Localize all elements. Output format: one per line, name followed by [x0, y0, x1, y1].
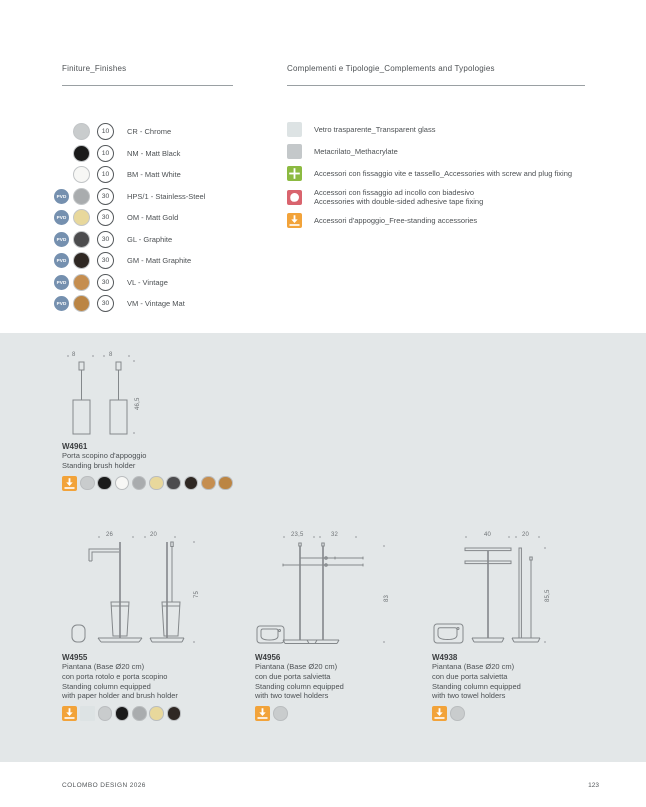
product-drawing-W4961 — [62, 352, 175, 437]
finish-dot — [97, 476, 112, 491]
finish-label: NM - Matt Black — [127, 148, 181, 158]
dim-width-2: 20 — [522, 532, 530, 538]
finish-qty: 30 — [101, 192, 110, 200]
legend-row — [287, 144, 572, 159]
finish-qty-badge — [97, 252, 114, 269]
product-W4956 — [255, 530, 430, 721]
dim-width-2: 32 — [331, 532, 339, 538]
product-desc-line: Porta scopino d'appoggio — [62, 451, 147, 460]
product-W4938 — [432, 530, 607, 721]
transparent-glass-icon — [80, 706, 95, 721]
finish-qty: 30 — [101, 214, 110, 222]
finish-qty-badge — [97, 123, 114, 140]
product-drawing-W4955 — [62, 530, 222, 648]
methacrylate-icon — [287, 144, 302, 159]
finish-color-swatch — [73, 145, 90, 162]
product-sku: W4938 — [432, 653, 458, 662]
finish-dot — [450, 706, 465, 721]
dim-width-2: 8 — [109, 352, 113, 358]
product-swatches — [255, 706, 430, 721]
product-swatches — [62, 706, 247, 721]
finish-dot — [201, 476, 216, 491]
finish-dot — [218, 476, 233, 491]
finish-color-swatch — [73, 166, 90, 183]
finish-qty-badge — [97, 209, 114, 226]
free-standing-icon — [62, 476, 77, 491]
finish-label: CR - Chrome — [127, 127, 172, 137]
finish-row — [54, 186, 205, 208]
dim-height: 75 — [194, 590, 200, 598]
finishes-list — [54, 121, 205, 315]
product-desc-line: con due porta salvietta — [255, 671, 331, 681]
legend-label: Accessori d'appoggio_Free-standing accessories — [314, 216, 478, 225]
pvd-badge: PVD — [54, 296, 69, 311]
dim-height: 85,5 — [545, 589, 551, 602]
dim-width-1: 23,5 — [291, 532, 304, 538]
finish-dot — [132, 476, 147, 491]
footer-brand: COLOMBO DESIGN 2026 — [62, 782, 146, 789]
finish-label: GM - Matt Graphite — [127, 256, 192, 266]
finish-color-swatch — [73, 295, 90, 312]
finish-dot — [149, 476, 164, 491]
legend-row — [287, 122, 572, 137]
finish-dot — [273, 706, 288, 721]
pvd-badge: PVD — [54, 210, 69, 225]
finish-label: VM - Vintage Mat — [127, 299, 185, 309]
product-desc-line: Standing column equipped — [255, 681, 344, 691]
product-W4961 — [62, 352, 247, 491]
finish-label: GL - Graphite — [127, 234, 173, 244]
finish-qty-badge — [97, 295, 114, 312]
finish-row — [54, 293, 205, 315]
pvd-badge: PVD — [54, 189, 69, 204]
finish-qty-badge — [97, 231, 114, 248]
finish-qty-badge — [97, 166, 114, 183]
finish-qty: 30 — [101, 278, 110, 286]
finish-color-swatch — [73, 123, 90, 140]
screw-plug-fixing-icon — [287, 166, 302, 181]
finish-qty-badge — [97, 145, 114, 162]
finish-label: HPS/1 - Stainless-Steel — [127, 191, 206, 201]
finish-color-swatch — [73, 231, 90, 248]
finish-color-swatch — [73, 252, 90, 269]
product-sku: W4961 — [62, 442, 88, 451]
finish-qty: 30 — [101, 235, 110, 243]
free-standing-icon — [255, 706, 270, 721]
finish-row — [54, 143, 205, 165]
legend-label — [314, 188, 483, 206]
product-W4955 — [62, 530, 247, 721]
product-desc-line: Standing column equipped — [62, 681, 151, 691]
legend-label: Accessori con fissaggio vite e tassello_Accessories with screw and plug fixing — [314, 169, 573, 178]
finish-label: BM - Matt White — [127, 170, 181, 180]
product-desc-line: con porta rotolo e porta scopino — [62, 671, 168, 681]
dim-width-1: 26 — [106, 532, 114, 538]
product-swatches — [62, 476, 247, 491]
product-desc-line: Standing brush holder — [62, 460, 136, 470]
finish-row — [54, 207, 205, 229]
pvd-badge: PVD — [54, 232, 69, 247]
finish-color-swatch — [73, 209, 90, 226]
dim-height: 46,5 — [135, 397, 141, 410]
free-standing-icon — [287, 213, 302, 228]
pvd-badge: PVD — [54, 253, 69, 268]
product-desc-line: con due porta salvietta — [432, 671, 508, 681]
finish-dot — [80, 476, 95, 491]
legend-row — [287, 188, 572, 206]
finish-color-swatch — [73, 188, 90, 205]
product-desc-line: with paper holder and brush holder — [62, 691, 178, 701]
finish-dot — [132, 706, 147, 721]
finish-row — [54, 229, 205, 251]
product-desc-line: Piantana (Base Ø20 cm) — [255, 662, 338, 671]
legend-label-line2: Accessories with double-sided adhesive tape fixing — [314, 197, 484, 206]
legend-row — [287, 213, 572, 228]
product-desc-line: Standing column equipped — [432, 681, 521, 691]
dim-width-1: 40 — [484, 532, 492, 538]
dim-width-2: 20 — [150, 532, 158, 538]
legend-label-line1: Accessori con fissaggio ad incollo con biadesivo — [314, 188, 475, 197]
pvd-badge: PVD — [54, 275, 69, 290]
finish-label: VL - Vintage — [127, 277, 168, 287]
finish-row — [54, 121, 205, 143]
finish-dot — [115, 706, 130, 721]
finish-color-swatch — [73, 274, 90, 291]
free-standing-icon — [432, 706, 447, 721]
finish-dot — [167, 706, 182, 721]
finish-row — [54, 272, 205, 294]
finish-row — [54, 164, 205, 186]
finish-qty: 10 — [101, 149, 110, 157]
finish-qty-badge — [97, 274, 114, 291]
product-desc-line: Piantana (Base Ø20 cm) — [432, 662, 515, 671]
finish-qty: 30 — [101, 300, 110, 308]
product-desc-line: Piantana (Base Ø20 cm) — [62, 662, 145, 671]
footer-page-number: 123 — [588, 782, 599, 789]
finish-dot — [115, 476, 130, 491]
product-desc-line: with two towel holders — [432, 691, 506, 701]
dim-width-1: 8 — [72, 352, 76, 358]
finish-qty: 30 — [101, 257, 110, 265]
finish-qty: 10 — [101, 171, 110, 179]
finish-dot — [149, 706, 164, 721]
legend-label: Metacrilato_Methacrylate — [314, 147, 398, 156]
product-swatches — [432, 706, 607, 721]
product-desc-line: with two towel holders — [255, 691, 329, 701]
transparent-glass-icon — [287, 122, 302, 137]
typologies-legend — [287, 122, 572, 235]
product-sku: W4956 — [255, 653, 281, 662]
product-drawing-W4938 — [432, 530, 600, 648]
finish-label: OM - Matt Gold — [127, 213, 179, 223]
product-sku: W4955 — [62, 653, 88, 662]
typologies-header: Complementi e Tipologie_Complements and Typologies — [287, 64, 585, 86]
finish-dot — [98, 706, 113, 721]
finish-qty-badge — [97, 188, 114, 205]
finish-qty: 10 — [101, 128, 110, 136]
legend-row — [287, 166, 572, 181]
free-standing-icon — [62, 706, 77, 721]
dim-height: 83 — [384, 594, 390, 602]
product-drawing-W4956 — [255, 530, 423, 648]
finish-dot — [166, 476, 181, 491]
finish-dot — [184, 476, 199, 491]
legend-label: Vetro trasparente_Transparent glass — [314, 125, 436, 134]
finish-row — [54, 250, 205, 272]
finishes-header: Finiture_Finishes — [62, 64, 233, 86]
adhesive-fixing-icon — [287, 190, 302, 205]
